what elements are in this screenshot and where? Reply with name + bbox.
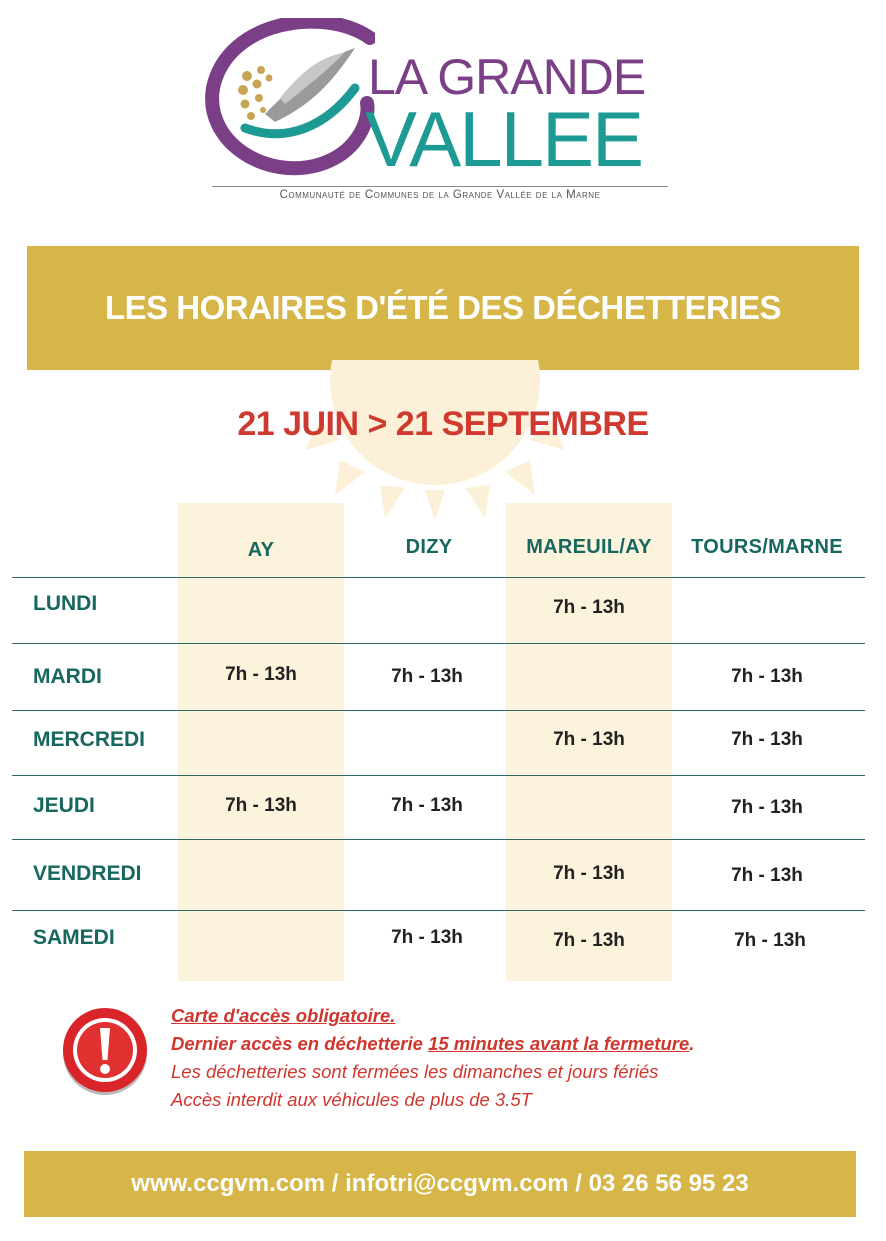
row-divider xyxy=(12,577,865,578)
notice-text xyxy=(171,1002,831,1114)
hours-cell: 7h - 13h xyxy=(734,930,806,951)
hours-cell: 7h - 13h xyxy=(391,795,463,816)
column-header-tours: TOURS/MARNE xyxy=(691,536,843,558)
hours-cell: 7h - 13h xyxy=(731,865,803,886)
notice-line-4: Accès interdit aux véhicules de plus de 3.5T xyxy=(171,1089,532,1110)
row-divider xyxy=(12,839,865,840)
column-header-dizy: DIZY xyxy=(405,536,453,558)
period-title: 21 JUIN > 21 SEPTEMBRE xyxy=(237,405,649,443)
hours-cell: 7h - 13h xyxy=(225,795,297,816)
day-label: MERCREDI xyxy=(33,728,146,751)
hours-cell: 7h - 13h xyxy=(553,597,625,618)
notice-line-2c: . xyxy=(689,1033,695,1054)
hours-cell: 7h - 13h xyxy=(553,729,625,750)
notice-line-3: Les déchetteries sont fermées les dimanches et jours fériés xyxy=(171,1061,659,1082)
hours-cell: 7h - 13h xyxy=(731,666,803,687)
hours-cell: 7h - 13h xyxy=(553,930,625,951)
day-label: LUNDI xyxy=(33,592,98,615)
day-label: JEUDI xyxy=(33,794,95,817)
notice-line-2a: Dernier accès en déchetterie xyxy=(171,1033,429,1054)
hours-cell: 7h - 13h xyxy=(731,729,803,750)
logo-line-1: LA GRANDE xyxy=(368,49,646,105)
notice-line-1: Carte d'accès obligatoire. xyxy=(171,1005,396,1026)
hours-cell: 7h - 13h xyxy=(391,666,463,687)
notice-line-2-emphasis: 15 minutes avant la fermeture xyxy=(428,1033,690,1054)
row-divider xyxy=(12,910,865,911)
footer-contact: www.ccgvm.com / infotri@ccgvm.com / 03 26 56 95 23 xyxy=(131,1170,749,1197)
hours-cell: 7h - 13h xyxy=(391,927,463,948)
column-header-mareuil: MAREUIL/AY xyxy=(526,536,652,558)
row-divider xyxy=(12,710,865,711)
banner-title: LES HORAIRES D'ÉTÉ DES DÉCHETTERIES xyxy=(104,289,782,326)
hours-cell: 7h - 13h xyxy=(225,664,297,685)
row-divider xyxy=(12,775,865,776)
day-label: VENDREDI xyxy=(33,862,142,885)
logo-subtitle: Communauté de Communes de la Grande Vallée de la Marne xyxy=(212,186,668,201)
warning-icon xyxy=(60,1006,150,1096)
hours-cell: 7h - 13h xyxy=(731,797,803,818)
logo-line-2: VALLEE xyxy=(365,95,643,183)
hours-cell: 7h - 13h xyxy=(553,863,625,884)
day-label: MARDI xyxy=(33,665,102,688)
column-header-ay: AY xyxy=(247,539,275,561)
logo-emblem xyxy=(205,18,375,178)
day-label: SAMEDI xyxy=(33,926,115,949)
row-divider xyxy=(12,643,865,644)
